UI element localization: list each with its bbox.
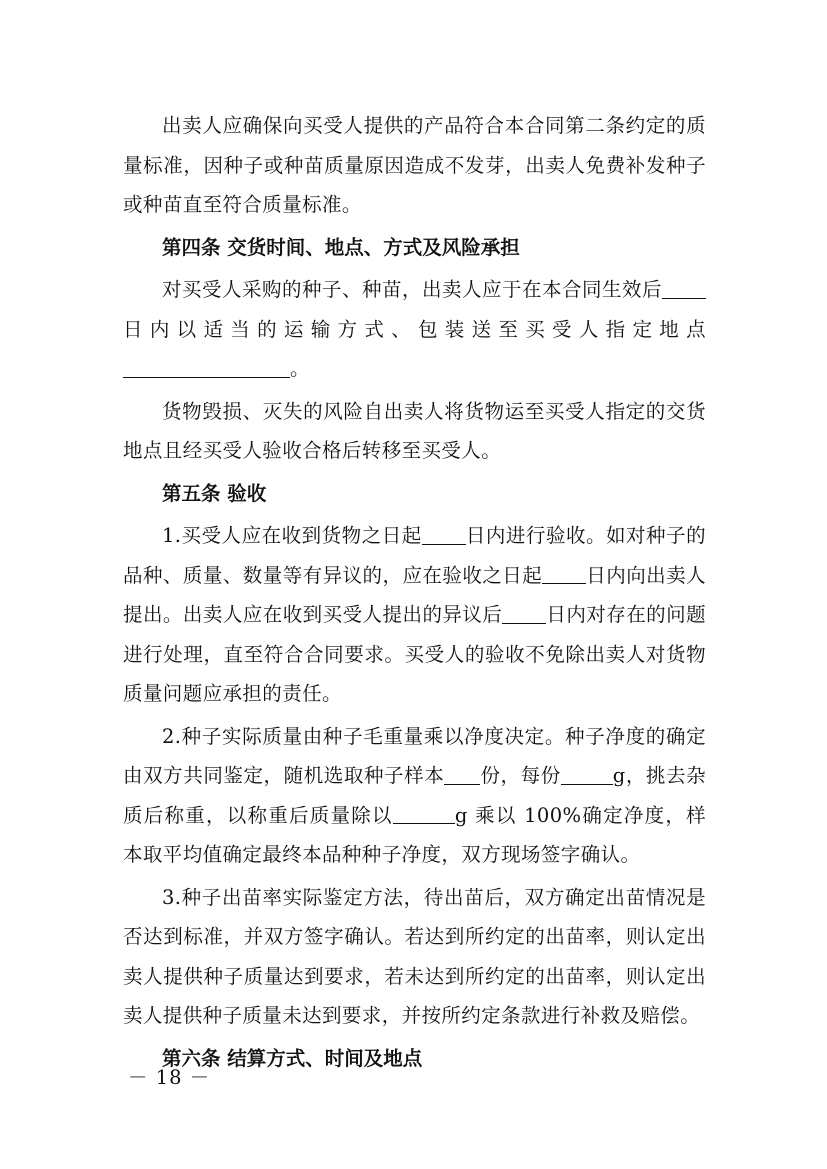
blank-days-field[interactable] — [502, 602, 546, 623]
paragraph-text: 2.种子实际质量由种子毛重量乘以净度决定。种子净度的确定由双方共同鉴定，随机选取种子样本 — [123, 724, 706, 787]
paragraph-text: g 乘以 100%确定净度，样本取平均值确定最终本品种种子净度，双方现场签字确认。 — [123, 803, 706, 866]
paragraph-text: 日内向出卖人提出。出卖人应在收到买受人提出的异议后 — [123, 563, 706, 626]
quality-guarantee-paragraph — [123, 106, 706, 225]
paragraph-text: g，挑去杂质后称重，以称重后质量除以 — [123, 764, 706, 827]
blank-days-field[interactable] — [422, 523, 466, 544]
blank-divisor-weight-field[interactable] — [393, 803, 455, 824]
paragraph-text: 1.买受人应在收到货物之日起 — [162, 524, 422, 547]
blank-sample-count-field[interactable] — [444, 763, 480, 784]
inspection-paragraph-3 — [123, 878, 706, 1036]
paragraph-text: 。 — [290, 357, 310, 380]
page-number: － 18 － — [128, 1066, 211, 1089]
paragraph-text: 日内对存在的问题进行处理，直至符合合同要求。买受人的验收不免除出卖人对货物质量问题应承担的责任。 — [123, 603, 706, 705]
paragraph-text: 出卖人应确保向买受人提供的产品符合本合同第二条约定的质量标准，因种子或种苗质量原因造成不发芽，出卖人免费补发种子或种苗直至符合质量标准。 — [123, 114, 706, 216]
risk-transfer-paragraph — [123, 392, 706, 471]
blank-sample-weight-field[interactable] — [561, 763, 613, 784]
contract-body — [123, 106, 706, 1078]
paragraph-text: 3.种子出苗率实际鉴定方法，待出苗后，双方确定出苗情况是否达到标准，并双方签字确认。若达到所约定的出苗率，则认定出卖人提供种子质量达到要求，若未达到所约定的出苗率，则认定出卖人提供种子质量未达到要求，并按所约定条款进行补救及赔偿。 — [123, 885, 706, 1027]
delivery-paragraph — [123, 270, 706, 389]
paragraph-text: 货物毁损、灭失的风险自出卖人将货物运至买受人指定的交货地点且经买受人验收合格后转移至买受人。 — [123, 399, 706, 462]
inspection-paragraph-1 — [123, 516, 706, 714]
inspection-paragraph-2 — [123, 717, 706, 875]
blank-days-field[interactable] — [542, 563, 586, 584]
blank-days-field[interactable] — [662, 277, 706, 298]
article-4-heading: 第四条 交货时间、地点、方式及风险承担 — [162, 235, 520, 259]
paragraph-text: 份，每份 — [480, 764, 561, 787]
article-6-heading: 第六条 结算方式、时间及地点 — [162, 1046, 423, 1070]
paragraph-text: 日内进行验收。如对种子的品种、质量、数量等有异议的，应在验收之日起 — [123, 524, 706, 587]
blank-location-field[interactable] — [123, 356, 290, 377]
article-5-heading: 第五条 验收 — [162, 481, 267, 505]
paragraph-text: 对买受人采购的种子、种苗，出卖人应于在本合同生效后 — [162, 278, 662, 301]
paragraph-text: 日内以适当的运输方式、包装送至买受人指定地点 — [123, 317, 706, 341]
